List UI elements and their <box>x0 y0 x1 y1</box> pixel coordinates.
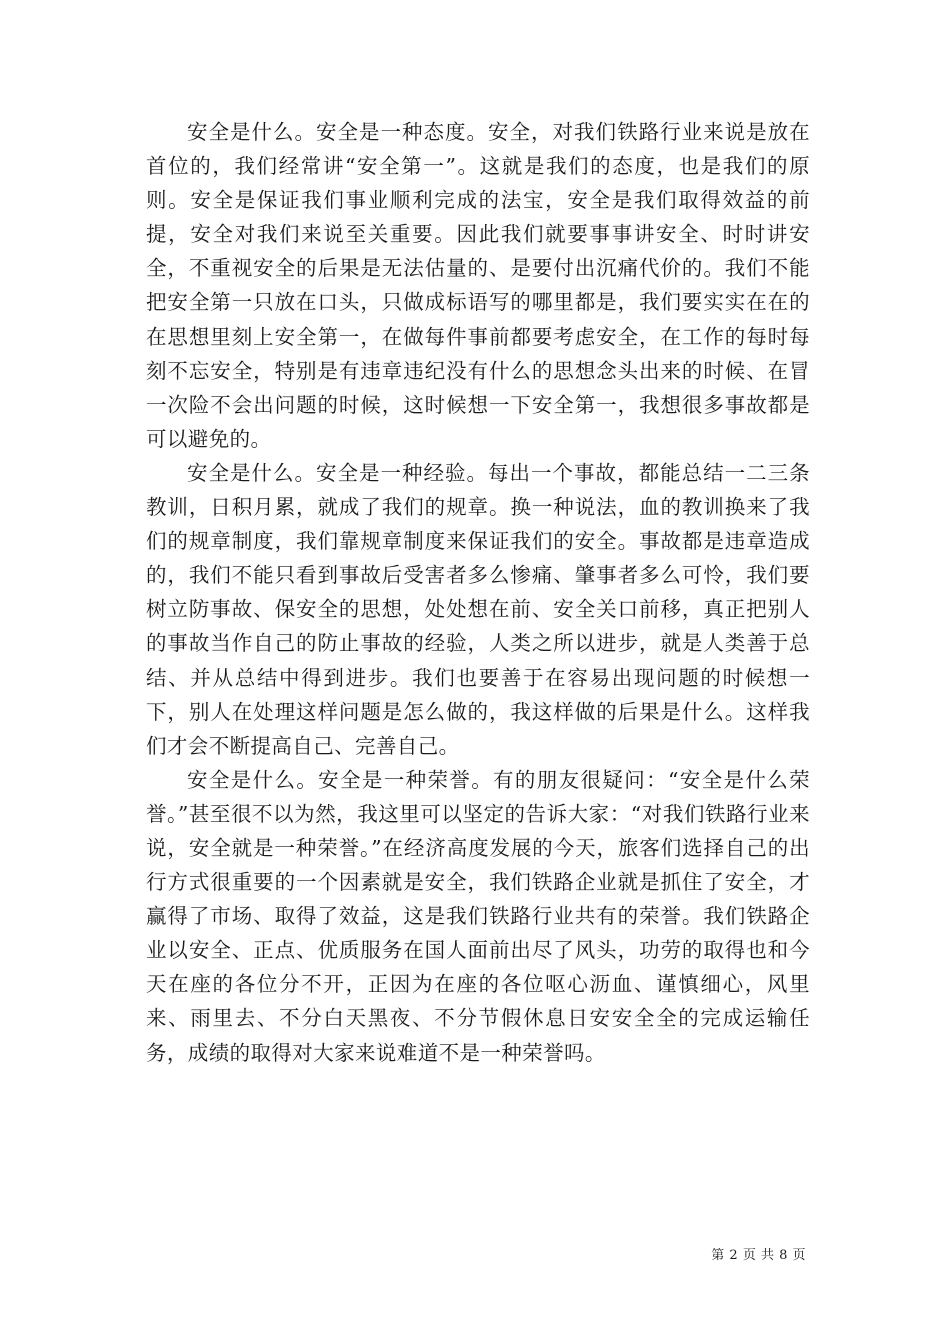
paragraph-honor: 安全是什么。安全是一种荣誉。有的朋友很疑问：“安全是什么荣誉。”甚至很不以为然，我这里可以坚定的告诉大家：“对我们铁路行业来说，安全就是一种荣誉。”在经济高度发展的今天，旅客们选择自己的出行方式很重要的一个因素就是安全，我们铁路企业就是抓住了安全，才赢得了市场、取得了效益，这是我们铁路行业共有的荣誉。我们铁路企业以安全、正点、优质服务在国人面前出尽了风头，功劳的取得也和今天在座的各位分不开，正因为在座的各位呕心沥血、谨慎细心，风里来、雨里去、不分白天黑夜、不分节假休息日安安全全的完成运输任务，成绩的取得对大家来说难道不是一种荣誉吗。 <box>146 767 810 1065</box>
page-number-footer: 第 2 页 共 8 页 <box>711 1248 806 1263</box>
document-body <box>146 115 810 1070</box>
paragraph-experience: 安全是什么。安全是一种经验。每出一个事故，都能总结一二三条教训，日积月累，就成了我们的规章。换一种说法，血的教训换来了我们的规章制度，我们靠规章制度来保证我们的安全。事故都是违章造成的，我们不能只看到事故后受害者多么惨痛、肇事者多么可怜，我们要树立防事故、保安全的思想，处处想在前、安全关口前移，真正把别人的事故当作自己的防止事故的经验，人类之所以进步，就是人类善于总结、并从总结中得到进步。我们也要善于在容易出现问题的时候想一下，别人在处理这样问题是怎么做的，我这样做的后果是什么。这样我们才会不断提高自己、完善自己。 <box>146 460 810 758</box>
paragraph-attitude: 安全是什么。安全是一种态度。安全，对我们铁路行业来说是放在首位的，我们经常讲“安全第一”。这就是我们的态度，也是我们的原则。安全是保证我们事业顺利完成的法宝，安全是我们取得效益的前提，安全对我们来说至关重要。因此我们就要事事讲安全、时时讲安全，不重视安全的后果是无法估量的、是要付出沉痛代价的。我们不能把安全第一只放在口头，只做成标语写的哪里都是，我们要实实在在的在思想里刻上安全第一，在做每件事前都要考虑安全，在工作的每时每刻不忘安全，特别是有违章违纪没有什么的思想念头出来的时候、在冒一次险不会出问题的时候，这时候想一下安全第一，我想很多事故都是可以避免的。 <box>146 120 810 451</box>
